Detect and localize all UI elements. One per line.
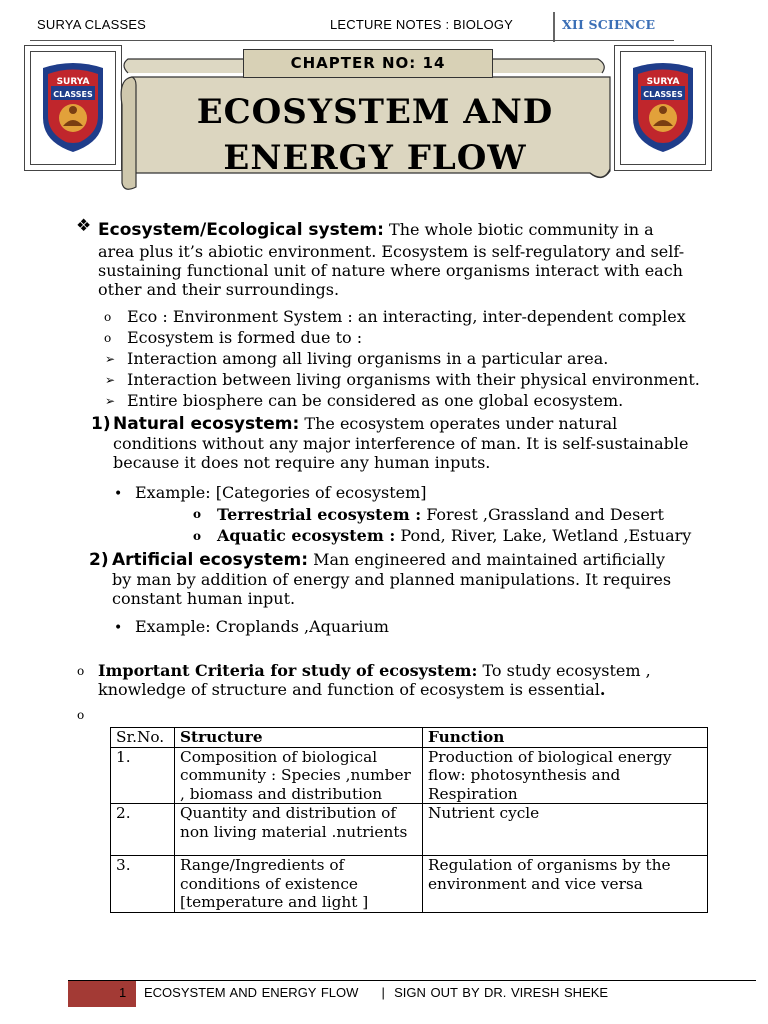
circle-bullet-icon: o: [193, 529, 202, 543]
artificial-line-3: constant human input.: [112, 589, 296, 608]
chapter-number: CHAPTER NO: 14: [243, 49, 493, 78]
table-cell: 2.: [111, 804, 175, 856]
table-header-srno: Sr.No.: [111, 728, 175, 748]
ecosystem-line-3: sustaining functional unit of nature where organisms interact with each: [98, 260, 683, 280]
artificial-line-1: Man engineered and maintained artificially: [313, 550, 666, 569]
ecosystem-sub-1: Eco : Environment System : an interacting, inter-dependent complex: [127, 307, 686, 326]
dot-bullet-icon: •: [114, 486, 123, 502]
artificial-number: 2): [89, 550, 109, 570]
table-cell: Regulation of organisms by the environment and vice versa: [423, 856, 708, 913]
footer-text: ECOSYSTEM AND ENERGY FLOW | SIGN OUT BY DR. VIRESH SHEKE: [144, 985, 609, 1000]
table-cell: Composition of biological community : Species ,number , biomass and distribution: [175, 747, 423, 804]
page-title: [145, 89, 605, 181]
circle-bullet-icon: o: [77, 708, 85, 722]
natural-number: 1): [91, 414, 111, 434]
criteria-line-2-end: .: [599, 680, 606, 699]
criteria-line-2: knowledge of structure and function of ecosystem is essential: [98, 680, 600, 699]
circle-bullet-icon: o: [104, 331, 112, 345]
table-header-structure: Structure: [175, 728, 423, 748]
logo-right-name1: SURYA: [646, 77, 680, 87]
table-header-row: [111, 728, 708, 748]
ecosystem-point-1: Interaction among all living organisms in a particular area.: [127, 349, 609, 368]
title-line2: ENERGY FLOW: [223, 138, 527, 178]
diamond-bullet-icon: ❖: [76, 216, 92, 236]
criteria-line-1: To study ecosystem ,: [482, 661, 651, 680]
artificial-section: [112, 550, 712, 608]
ecosystem-section: [98, 219, 718, 299]
logo-left-name1: SURYA: [56, 77, 90, 87]
ecosystem-point-2: Interaction between living organisms with their physical environment.: [127, 370, 700, 389]
artificial-line-2: by man by addition of energy and planned manipulations. It requires: [112, 570, 672, 589]
ecosystem-heading: Ecosystem/Ecological system:: [98, 220, 384, 240]
structure-function-table: [110, 727, 708, 913]
logo-right-name2: CLASSES: [643, 90, 683, 99]
arrow-bullet-icon: ➢: [105, 394, 116, 408]
terrestrial-value: Forest ,Grassland and Desert: [426, 505, 664, 524]
natural-example: Example: [Categories of ecosystem]: [135, 483, 427, 502]
table-row: [111, 856, 708, 913]
table-cell: Production of biological energy flow: photosynthesis and Respiration: [423, 747, 708, 804]
logo-frame-left: [24, 45, 122, 171]
criteria-heading: Important Criteria for study of ecosystem:: [98, 661, 478, 680]
ecosystem-line-1: The whole biotic community in a: [389, 220, 654, 239]
header-rule: [30, 40, 674, 41]
ecosystem-line-4: other and their surroundings.: [98, 279, 340, 299]
circle-bullet-icon: o: [104, 310, 112, 324]
criteria-section: [98, 661, 718, 699]
table-cell: Nutrient cycle: [423, 804, 708, 856]
arrow-bullet-icon: ➢: [105, 352, 116, 366]
aquatic-line: [217, 526, 691, 545]
table-row: [111, 747, 708, 804]
arrow-bullet-icon: ➢: [105, 373, 116, 387]
table-header-function: Function: [423, 728, 708, 748]
title-line1: ECOSYSTEM AND: [196, 92, 554, 132]
table-cell: Range/Ingredients of conditions of existence [temperature and light ]: [175, 856, 423, 913]
aquatic-value: Pond, River, Lake, Wetland ,Estuary: [400, 526, 692, 545]
header-center: LECTURE NOTES : BIOLOGY: [330, 17, 514, 32]
footer-rule: [68, 980, 756, 981]
header-right: XII SCIENCE: [562, 17, 656, 32]
ecosystem-point-3: Entire biosphere can be considered as one global ecosystem.: [127, 391, 624, 410]
footer-page-number: 1: [119, 985, 127, 1000]
natural-section: [113, 414, 713, 472]
natural-heading: Natural ecosystem:: [113, 414, 300, 434]
aquatic-label: Aquatic ecosystem :: [217, 526, 396, 545]
circle-bullet-icon: o: [77, 664, 85, 678]
natural-line-2: conditions without any major interference of man. It is self-sustainable: [113, 434, 689, 453]
logo-right: [629, 60, 697, 156]
artificial-example: Example: Croplands ,Aquarium: [135, 617, 389, 636]
logo-left-name2: CLASSES: [53, 90, 93, 99]
dot-bullet-icon: •: [114, 620, 123, 636]
ecosystem-line-2: area plus it’s abiotic environment. Ecosystem is self-regulatory and self-: [98, 241, 685, 261]
header-left: SURYA CLASSES: [37, 17, 147, 32]
table-row: [111, 804, 708, 856]
logo-left: [39, 60, 107, 156]
table-cell: 1.: [111, 747, 175, 804]
natural-line-1: The ecosystem operates under natural: [304, 414, 618, 433]
artificial-heading: Artificial ecosystem:: [112, 550, 308, 570]
table-cell: Quantity and distribution of non living material .nutrients: [175, 804, 423, 856]
circle-bullet-icon: o: [193, 507, 202, 521]
table-cell: 3.: [111, 856, 175, 913]
ecosystem-sub-2: Ecosystem is formed due to :: [127, 328, 363, 347]
logo-frame-right: [614, 45, 712, 171]
terrestrial-line: [217, 505, 664, 524]
natural-line-3: because it does not require any human inputs.: [113, 453, 491, 472]
header-separator: [553, 12, 555, 42]
terrestrial-label: Terrestrial ecosystem :: [217, 505, 422, 524]
